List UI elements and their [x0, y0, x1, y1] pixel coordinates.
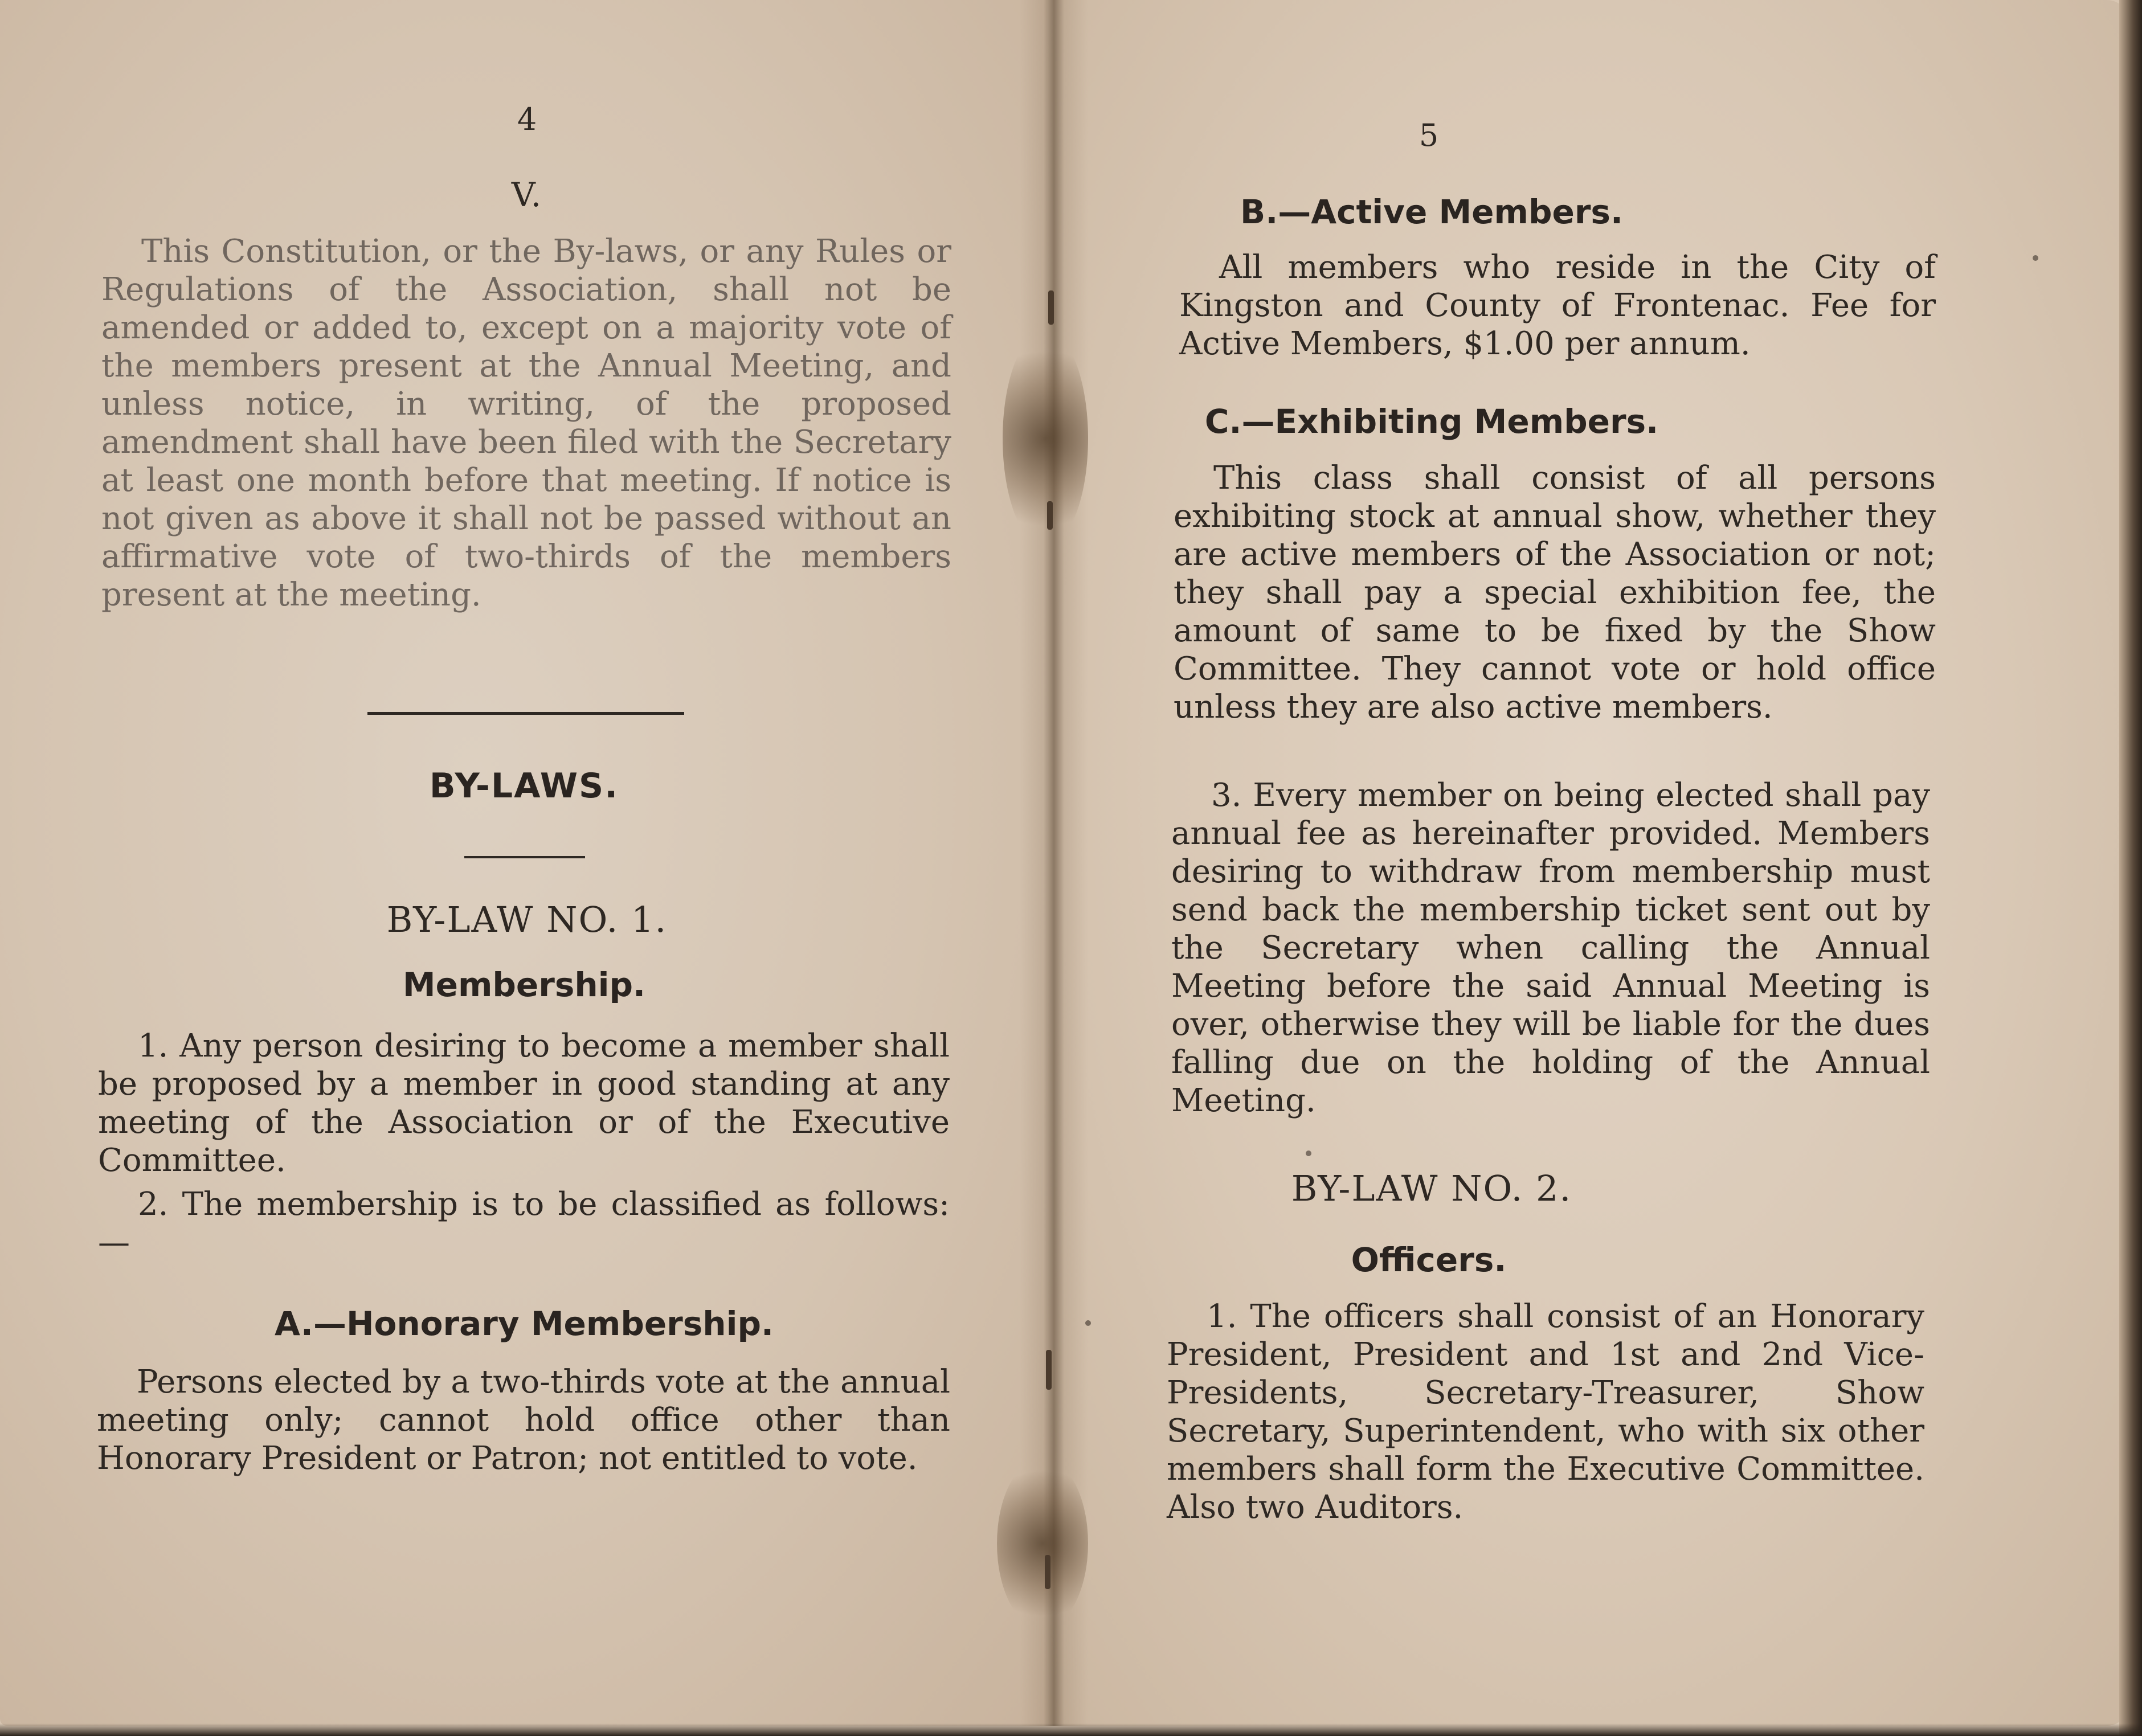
officers-text: 1. The officers shall consist of an Honorary President, President and 1st and 2nd Vice-Presidents, Secretary-Treasurer, Show Secretary, Superintendent, who with six other members shall form the Executive Committee. Also two Auditors. — [1167, 1298, 1924, 1526]
right-page-number: 5 — [1419, 117, 1439, 153]
active-members-heading: B.—Active Members. — [1240, 193, 1623, 231]
left-page — [0, 0, 1054, 1726]
clause-1: 1. Any person desiring to become a member shall be proposed by a member in good standing at any meeting of the Association or of the Executive Committee. — [98, 1027, 950, 1179]
right-page — [1047, 0, 2129, 1726]
honorary-heading: A.—Honorary Membership. — [274, 1304, 774, 1343]
binding-stain-upper — [1003, 330, 1088, 547]
bylaw-1-title: BY-LAW NO. 1. — [386, 899, 668, 940]
amendment-text: This Constitution, or the By-laws, or any Rules or Regulations of the Association, shall not be amended or added to, except on a majority vote of the members present at the Annual Meeting, and unless notice, in writing, of the proposed amendment shall have been filed with the Secretary at least one month before that meeting. If notice is not given as above it shall not be passed without an affirmative vote of two-thirds of the members present at the meeting. — [101, 233, 951, 613]
section-divider — [367, 712, 684, 715]
honorary-text: Persons elected by a two-thirds vote at the annual meeting only; cannot hold office other than Honorary President or Patron; not entitled to vote. — [97, 1364, 950, 1477]
paper-speck — [2033, 255, 2038, 261]
binding-stitch-bottom — [1045, 1555, 1050, 1589]
exhibiting-members-heading: C.—Exhibiting Members. — [1204, 402, 1659, 441]
membership-clauses — [98, 1027, 950, 1262]
paper-speck — [1085, 1320, 1091, 1326]
binding-stitch-middle — [1047, 501, 1053, 530]
bylaw-2-title: BY-LAW NO. 2. — [1291, 1168, 1572, 1209]
title-underline — [464, 856, 585, 858]
amendment-paragraph — [101, 232, 951, 614]
officers-paragraph — [1167, 1297, 1924, 1526]
section-numeral: V. — [511, 175, 543, 214]
bylaws-title: BY-LAWS. — [429, 766, 619, 806]
bottom-edge-shadow — [0, 1723, 2142, 1736]
page-edge-shadow — [2119, 0, 2142, 1736]
clause-3: 3. Every member on being elected shall pay annual fee as hereinafter provided. Members desiring to withdraw from membership must send back the membership ticket sent out by the Secretary when calling the Annual Meeting before the said Annual Meeting is over, otherwise they will be liable for the dues falling due on the holding of the Annual Meeting. — [1171, 777, 1930, 1119]
active-members-paragraph — [1179, 248, 1936, 363]
paper-speck — [1306, 1150, 1311, 1156]
exhibiting-members-paragraph — [1174, 459, 1936, 726]
officers-heading: Officers. — [1351, 1240, 1507, 1279]
membership-heading: Membership. — [402, 965, 646, 1004]
binding-stitch-upper — [1048, 290, 1054, 325]
clause-3-paragraph — [1171, 776, 1930, 1120]
left-page-number: 4 — [517, 101, 537, 137]
active-members-text: All members who reside in the City of Kingston and County of Frontenac. Fee for Active Members, $1.00 per annum. — [1179, 249, 1936, 362]
exhibiting-members-text: This class shall consist of all persons exhibiting stock at annual show, whether they are active members of the Association or not; they shall pay a special exhibition fee, the amount of same to be fixed by the Show Committee. They cannot vote or hold office unless they are also active members. — [1174, 460, 1936, 726]
binding-stitch-lower — [1046, 1350, 1052, 1390]
clause-2: 2. The membership is to be classified as follows:— — [98, 1186, 950, 1261]
binding-stain-lower — [997, 1458, 1088, 1629]
honorary-paragraph — [97, 1363, 950, 1477]
